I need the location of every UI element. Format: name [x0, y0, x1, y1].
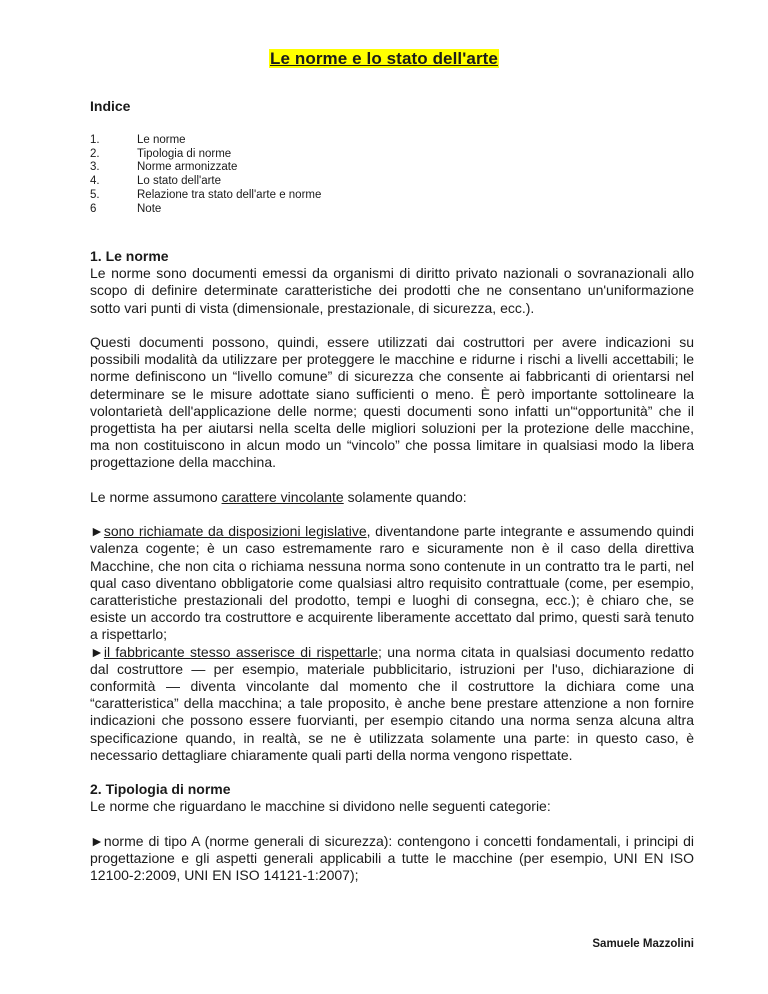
toc-item	[90, 203, 321, 217]
section-1-paragraph-1: Le norme sono documenti emessi da organismi di diritto privato nazionali o sovranazionali allo scopo di definire determinate caratteristiche dei prodotti che ne consentano un'uniformazione sotto vari punti di vista (dimensionale, prestazionale, di sicurezza, ecc.).	[90, 265, 694, 316]
toc-number: 3.	[90, 161, 100, 174]
bullet-arrow-icon: ►	[90, 523, 104, 540]
section-2-intro: Le norme che riguardano le macchine si dividono nelle seguenti categorie:	[90, 798, 551, 815]
bullet-2-text: ; una norma citata in qualsiasi documento redatto dal costruttore — per esempio, materiale pubblicitario, istruzioni per l'uso, dichiarazione di conformità — diventa vincolante dal momento che il costruttore la dichiara come una “caratteristica” della macchina; a tale proposito, è anche bene prestare attenzione a non fornire indicazioni che possono essere fuorvianti, per esempio citando una norma senza alcuna altra specificazione quando, in realtà, se ne è utilizzata solamente una parte: in questo caso, è necessario dettagliare chiaramente quali parti della norma vengono rispettate.	[90, 643, 694, 763]
toc-number: 6	[90, 202, 97, 215]
section-2-heading: 2. Tipologia di norme	[90, 781, 231, 798]
table-of-contents	[90, 134, 321, 216]
toc-number: 4.	[90, 175, 100, 188]
p3-text-after: solamente quando:	[343, 488, 467, 505]
section-1-bullet-1	[90, 523, 694, 643]
toc-number: 2.	[90, 147, 100, 160]
title-wrapper	[0, 49, 768, 69]
toc-number: 1.	[90, 134, 100, 146]
p3-text-before: Le norme assumono	[90, 488, 222, 505]
toc-label: Relazione tra stato dell'arte e norme	[137, 188, 322, 201]
toc-item	[90, 134, 321, 148]
toc-label: Note	[137, 202, 162, 215]
toc-label: Norme armonizzate	[137, 161, 238, 174]
toc-label: Tipologia di norme	[137, 147, 232, 160]
toc-item	[90, 148, 321, 162]
toc-item	[90, 161, 321, 175]
section-2-bullet-1-text: norme di tipo A (norme generali di sicurezza): contengono i concetti fondamentali, i principi di progettazione e gli aspetti generali applicabili a tutte le macchine (per esempio, UNI EN ISO 12100-2:2009, UNI EN ISO 14121-1:2007);	[90, 832, 694, 884]
toc-item	[90, 175, 321, 189]
p3-underlined-text: carattere vincolante	[221, 488, 344, 505]
bullet-1-text: , diventandone parte integrante e assumendo quindi valenza cogente; è un caso estremamente raro e sicuramente non è il caso della direttiva Macchine, che non cita o richiama nessuna norma sono contenute in un contratto tra le parti, nel qual caso diventano obbligatorie come qualsiasi altro requisito contrattuale (come, per esempio, caratteristiche prestazionali del prodotto, tempi e luoghi di consegna, ecc.); è chiaro che, se esiste un accordo tra costruttore e acquirente liberamente accettato dal primo, questi sarà tenuto a rispettarlo;	[90, 523, 695, 643]
bullet-1-underlined-text: sono richiamate da disposizioni legislative	[103, 523, 367, 540]
section-1-paragraph-2: Questi documenti possono, quindi, essere utilizzati dai costruttori per avere indicazioni su possibili modalità da utilizzare per proteggere le macchine e ridurne i rischi a livelli accettabili; le norme definiscono un “livello comune” di sicurezza che consente ai fabbricanti di orientarsi nel determinare se le misure adottate siano sufficienti o meno. È però importante sottolineare la volontarietà dell'applicazione delle norme; questi documenti sono infatti un'“opportunità” che il progettista ha per aiutarsi nella scelta delle migliori soluzioni per la protezione delle macchine, ma non costituiscono in alcun modo un “vincolo” che possa limitare in qualsiasi modo la libera progettazione della macchina.	[90, 334, 694, 471]
section-1-paragraph-3	[90, 489, 694, 506]
bullet-arrow-icon: ►	[90, 643, 104, 660]
toc-number: 5.	[90, 188, 100, 201]
index-heading: Indice	[90, 98, 131, 114]
document-title: Le norme e lo stato dell'arte	[269, 49, 498, 68]
section-1-heading: 1. Le norme	[90, 248, 169, 264]
toc-item	[90, 189, 321, 203]
toc-label: Lo stato dell'arte	[137, 175, 222, 188]
toc-label: Le norme	[137, 134, 186, 146]
section-1-bullet-2	[90, 644, 694, 764]
document-body	[90, 248, 694, 884]
bullet-arrow-icon: ►	[90, 832, 104, 849]
section-2-bullet-1	[90, 833, 694, 885]
author-name: Samuele Mazzolini	[592, 938, 694, 950]
bullet-2-underlined-text: il fabbricante stesso asserisce di rispettarle	[103, 643, 378, 660]
